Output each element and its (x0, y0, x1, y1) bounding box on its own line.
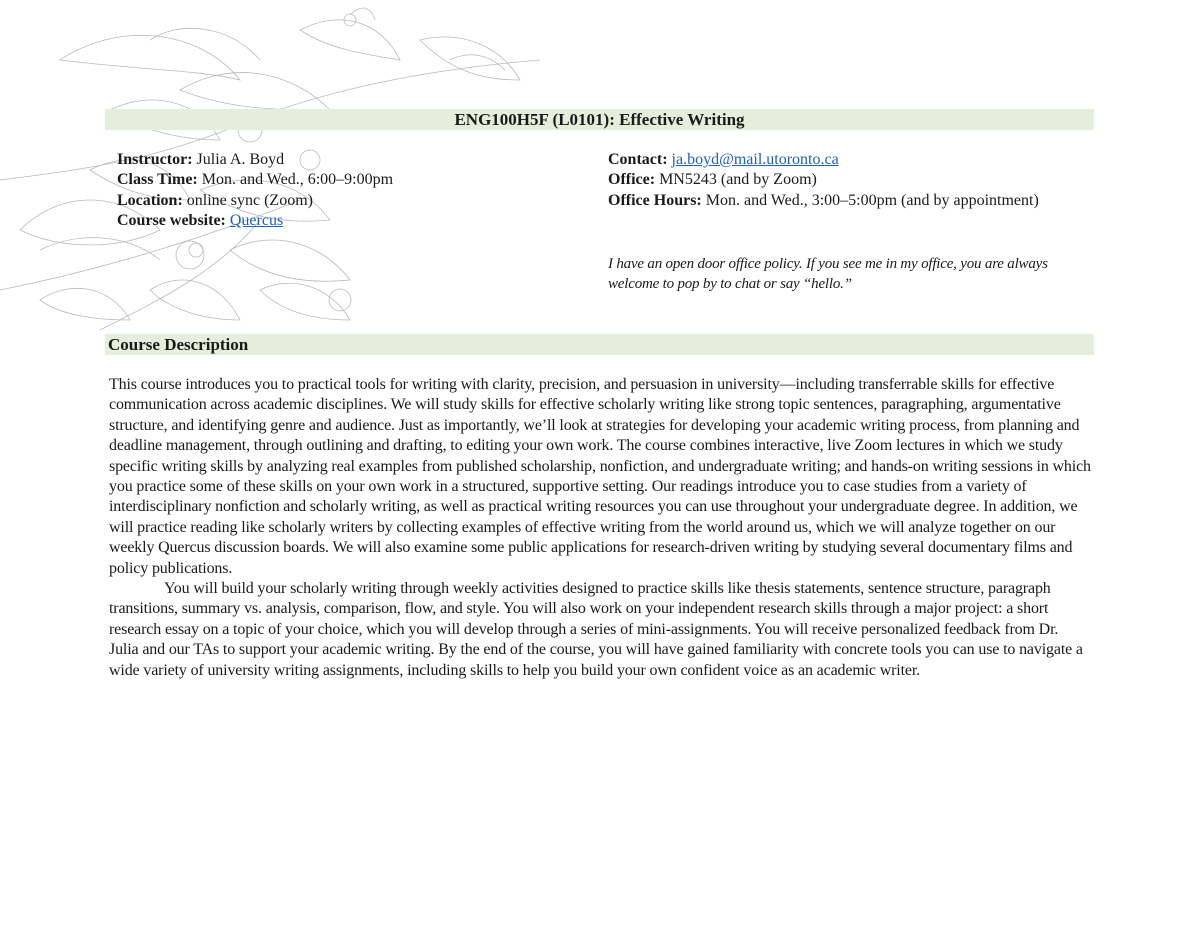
office-label: Office: (608, 171, 656, 189)
location-label: Location: (117, 191, 183, 209)
course-info-left (117, 150, 577, 231)
instructor-row (117, 150, 577, 170)
course-website-label: Course website: (117, 211, 226, 229)
description-paragraph-2: You will build your scholarly writing through weekly activities designed to practice skills like thesis statements, sentence structure, paragraph transitions, summary vs. analysis, comparison, flow, and style. You will also work on your independent research skills through a major project: a short research essay on a topic of your choice, which you will develop through a series of mini-assignments. You will receive personalized feedback from Dr. Julia and our TAs to support your academic writing. By the end of the course, you will have gained familiarity with concrete tools you can use to navigate a wide variety of university writing assignments, including skills to help you build your own confident voice as an academic writer. (109, 580, 1083, 679)
office-hours-label: Office Hours: (608, 191, 702, 209)
location-value: online sync (Zoom) (186, 191, 313, 209)
class-time-label: Class Time: (117, 171, 198, 189)
contact-email-link[interactable]: ja.boyd@mail.utoronto.ca (671, 151, 839, 168)
office-hours-value: Mon. and Wed., 3:00–5:00pm (and by appointment) (705, 191, 1039, 209)
office-value: MN5243 (and by Zoom) (659, 171, 817, 189)
office-row (608, 170, 1058, 190)
description-paragraph-1: This course introduces you to practical tools for writing with clarity, precision, and persuasion in university—including transferrable skills for effective communication across academic disciplines. We will study skills for effective scholarly writing like strong topic sentences, paragraphing, argumentative structure, and identifying genre and audience. Just as importantly, we’ll look at strategies for developing your academic writing process, from planning and deadline management, through outlining and drafting, to editing your own work. The course combines interactive, live Zoom lectures in which we study specific writing skills by analyzing real examples from published scholarship, nonfiction, and undergraduate writing; and hands-on writing sessions in which you practice some of these skills on your own work in a structured, supportive setting. Our readings introduce you to case studies from a variety of interdisciplinary nonfiction and scholarly writing, as well as practical writing resources you can use throughout your undergraduate degree. In addition, we will practice reading like scholarly writers by collecting examples of effective writing from the world around us, which we will analyze together on our weekly Quercus discussion boards. We will also examine some public applications for research-driven writing by studying several documentary films and policy publications. (109, 376, 1091, 577)
class-time-value: Mon. and Wed., 6:00–9:00pm (201, 171, 394, 189)
course-website-row (117, 211, 577, 231)
course-description-heading: Course Description (108, 335, 249, 354)
open-door-quote: I have an open door office policy. If you see me in my office, you are always welcome to pop by to chat or say “hello.” (608, 256, 1048, 292)
class-time-row (117, 170, 577, 190)
instructor-value: Julia A. Boyd (196, 151, 285, 168)
course-title-bar (105, 109, 1094, 130)
course-title: ENG100H5F (L0101): Effective Writing (454, 110, 745, 129)
course-info-right (608, 150, 1058, 211)
instructor-label: Instructor: (117, 151, 193, 168)
contact-label: Contact: (608, 151, 668, 168)
contact-row (608, 150, 1058, 170)
quercus-link[interactable]: Quercus (229, 211, 284, 229)
location-row (117, 191, 577, 211)
office-hours-row (608, 191, 1058, 211)
section-heading-bar (105, 334, 1094, 355)
course-description-body (109, 375, 1091, 681)
